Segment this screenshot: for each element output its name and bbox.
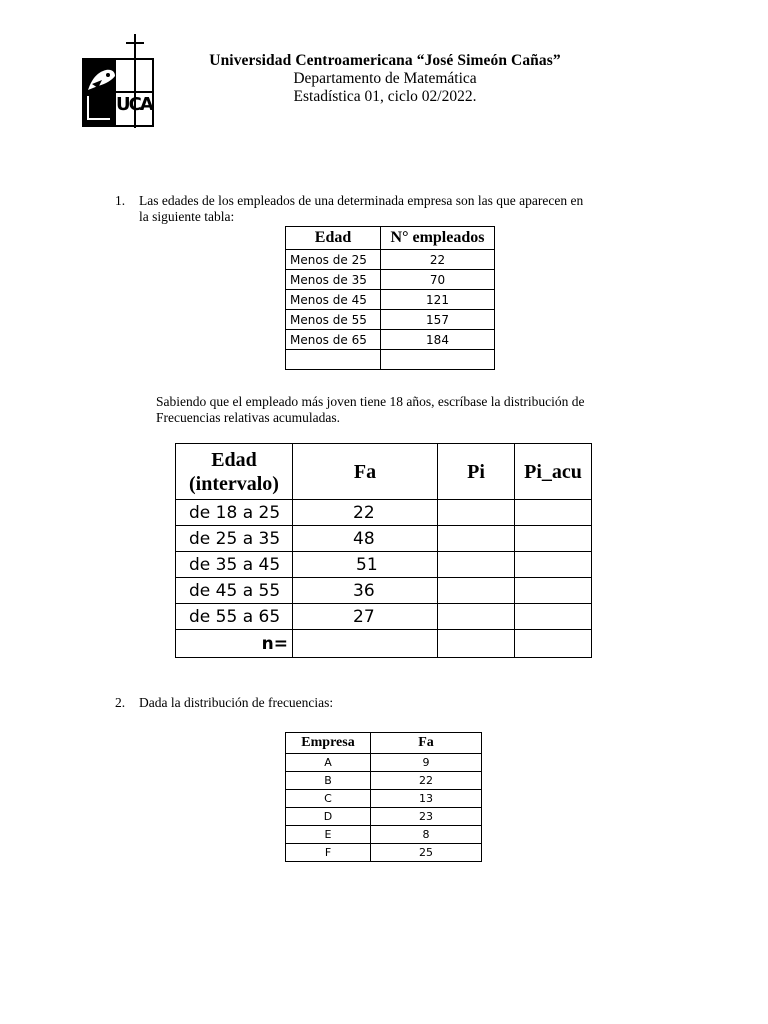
table-row: [176, 630, 592, 658]
table-row: [286, 826, 482, 844]
table-cell: 70: [381, 270, 495, 290]
uca-logo: [82, 34, 156, 128]
table-cell: 13: [371, 790, 482, 808]
table-cell: Menos de 45: [286, 290, 381, 310]
empty-cell: [438, 526, 515, 552]
table-cell: 25: [371, 844, 482, 862]
empty-cell: [438, 500, 515, 526]
table-cell: B: [286, 772, 371, 790]
prompt-text-line: Frecuencias relativas acumuladas.: [156, 410, 341, 425]
cumulative-age-table: [285, 226, 495, 370]
column-header: Fa: [293, 444, 438, 500]
question-prompt: [156, 394, 676, 428]
table-row: [286, 250, 495, 270]
university-name: Universidad Centroamericana “José Simeón Cañas”: [209, 52, 561, 69]
table-cell: E: [286, 826, 371, 844]
table-row: [286, 772, 482, 790]
empty-cell: [515, 630, 592, 658]
column-header: [176, 444, 293, 500]
empty-cell: [438, 604, 515, 630]
table-cell: 8: [371, 826, 482, 844]
empty-cell: [438, 552, 515, 578]
table-row: [286, 350, 495, 370]
table-row: [176, 526, 592, 552]
column-header: Fa: [371, 733, 482, 754]
table-cell: Menos de 25: [286, 250, 381, 270]
table-cell: Menos de 55: [286, 310, 381, 330]
table-cell: F: [286, 844, 371, 862]
course-name: Estadística 01, ciclo 02/2022.: [293, 88, 477, 105]
table-cell: 51: [293, 552, 438, 578]
table-cell: 184: [381, 330, 495, 350]
table-cell: de 35 a 45: [176, 552, 293, 578]
table-cell: de 25 a 35: [176, 526, 293, 552]
table-cell: 27: [293, 604, 438, 630]
total-label: n=: [176, 630, 293, 658]
table-row: [176, 500, 592, 526]
table-row: [286, 790, 482, 808]
empty-cell: [293, 630, 438, 658]
table-cell: 36: [293, 578, 438, 604]
column-header: N° empleados: [381, 227, 495, 250]
question-text-line: la siguiente tabla:: [139, 209, 235, 224]
question-text-line: Las edades de los empleados de una determinada empresa son las que aparecen en: [139, 193, 584, 208]
document-header: [150, 52, 620, 106]
table-cell: Menos de 35: [286, 270, 381, 290]
table-cell: D: [286, 808, 371, 826]
empty-cell: [515, 578, 592, 604]
table-cell: 22: [371, 772, 482, 790]
column-header: Empresa: [286, 733, 371, 754]
header-line: Edad: [211, 448, 257, 471]
table-row: [176, 604, 592, 630]
column-header: Pi: [438, 444, 515, 500]
table-cell: 48: [293, 526, 438, 552]
question-text: Dada la distribución de frecuencias:: [139, 695, 334, 710]
column-header: Pi_acu: [515, 444, 592, 500]
table-cell: 23: [371, 808, 482, 826]
question-2: [115, 695, 515, 713]
table-cell: 157: [381, 310, 495, 330]
empty-cell: [515, 552, 592, 578]
table-row: [286, 808, 482, 826]
logo-lettering: UCA: [116, 94, 152, 115]
empty-cell: [515, 526, 592, 552]
empty-cell: [515, 604, 592, 630]
table-cell: 22: [293, 500, 438, 526]
table-cell: [286, 350, 381, 370]
table-cell: [381, 350, 495, 370]
table-row: [286, 270, 495, 290]
column-header: Edad: [286, 227, 381, 250]
table-cell: C: [286, 790, 371, 808]
table-cell: A: [286, 754, 371, 772]
table-row: [286, 330, 495, 350]
table-row: [286, 754, 482, 772]
question-1: [115, 193, 675, 227]
empty-cell: [515, 500, 592, 526]
header-line: (intervalo): [189, 472, 279, 495]
prompt-text-line: Sabiendo que el empleado más joven tiene 18 años, escríbase la distribución de: [156, 394, 585, 409]
relative-frequency-table: [175, 443, 592, 658]
table-cell: Menos de 65: [286, 330, 381, 350]
table-row: [286, 290, 495, 310]
empty-cell: [438, 630, 515, 658]
question-number: 1.: [115, 193, 126, 208]
empty-cell: [438, 578, 515, 604]
table-row: [286, 310, 495, 330]
table-row: [286, 844, 482, 862]
table-row: [176, 578, 592, 604]
table-cell: de 18 a 25: [176, 500, 293, 526]
table-cell: de 45 a 55: [176, 578, 293, 604]
table-cell: 22: [381, 250, 495, 270]
table-cell: 121: [381, 290, 495, 310]
table-row: [176, 552, 592, 578]
question-number: 2.: [115, 695, 126, 710]
company-frequency-table: [285, 732, 482, 862]
table-cell: de 55 a 65: [176, 604, 293, 630]
table-cell: 9: [371, 754, 482, 772]
department-name: Departamento de Matemática: [293, 70, 477, 87]
